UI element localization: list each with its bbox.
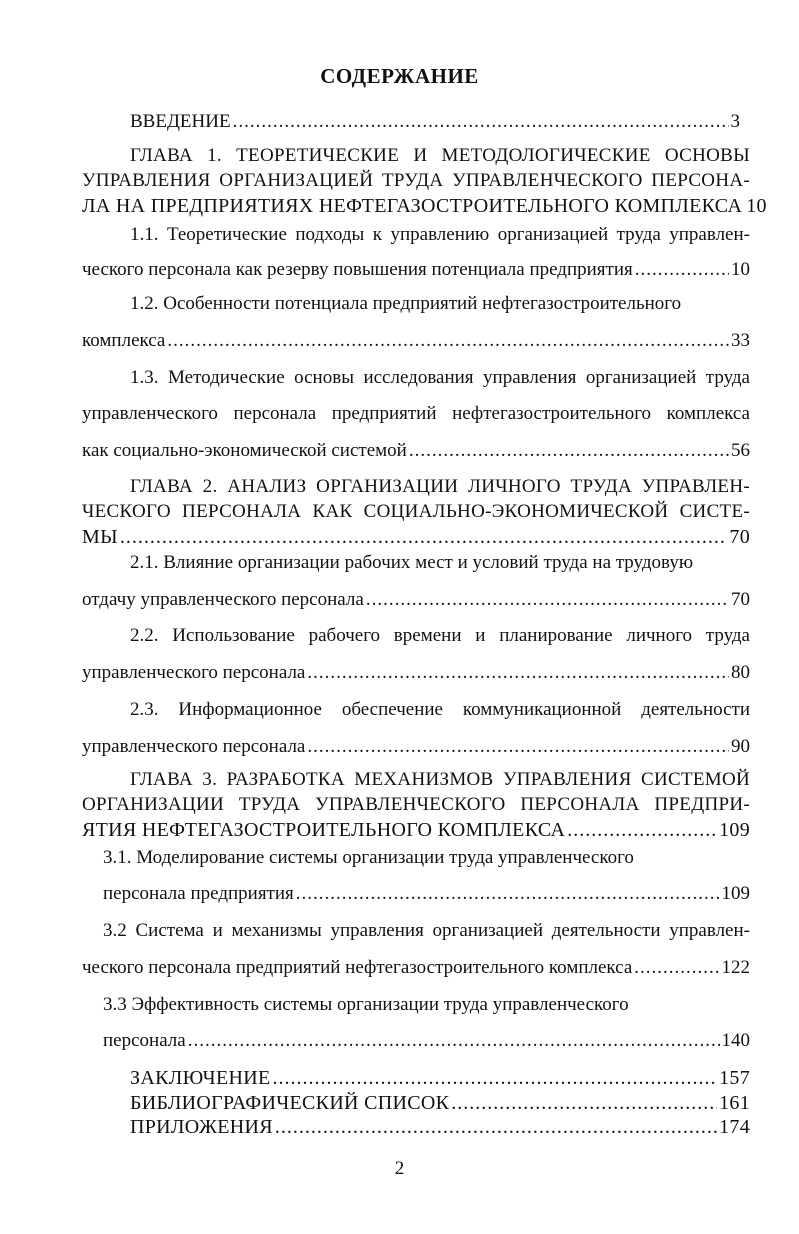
entry-label: 3.3 Эффективность системы организации труда управленческого: [103, 994, 629, 1015]
toc-entry-chapter-2: [82, 526, 750, 549]
section-1-1-line-1: 1.1. Теоретические подходы к управлению организацией труда управлен-: [130, 224, 750, 245]
toc-title: СОДЕРЖАНИЕ: [320, 64, 479, 88]
dot-leader: [635, 259, 729, 281]
entry-page: 157: [719, 1067, 750, 1089]
dot-leader: [451, 1092, 717, 1115]
section-3-3-line-1: [103, 994, 703, 1016]
page-number: 2: [394, 1158, 405, 1179]
entry-page: 109: [721, 883, 750, 904]
entry-label: БИБЛИОГРАФИЧЕСКИЙ СПИСОК: [130, 1092, 450, 1114]
section-1-3-line-1: 1.3. Методические основы исследования управления организацией труда: [130, 367, 750, 388]
dot-leader: [167, 330, 729, 352]
dot-leader: [275, 1116, 717, 1139]
entry-page: 3: [730, 111, 740, 132]
entry-label: ПРИЛОЖЕНИЯ: [130, 1116, 273, 1138]
entry-page: 33: [731, 330, 750, 351]
toc-entry-appendix: [130, 1116, 750, 1139]
dot-leader: [233, 111, 729, 133]
entry-page: 161: [719, 1092, 750, 1114]
entry-page: 70: [731, 589, 750, 610]
entry-label: управленческого персонала: [82, 662, 306, 683]
entry-label: управленческого персонала: [82, 736, 306, 757]
entry-label: персонала предприятия: [103, 883, 294, 904]
section-3-2-line-1: 3.2 Система и механизмы управления организацией деятельности управлен-: [103, 920, 750, 941]
toc-entry-section-3-3: [103, 1030, 750, 1052]
chapter-1-heading-line-1: ГЛАВА 1. ТЕОРЕТИЧЕСКИЕ И МЕТОДОЛОГИЧЕСКИЕ ОСНОВЫ: [130, 145, 750, 166]
dot-leader: [188, 1030, 720, 1052]
section-1-3-line-2: управленческого персонала предприятий нефтегазостроительного комплекса: [82, 403, 750, 424]
entry-page: 56: [731, 440, 750, 461]
entry-page: 70: [729, 526, 750, 548]
entry-label: ЗАКЛЮЧЕНИЕ: [130, 1067, 271, 1089]
toc-entry-section-2-1: [82, 589, 750, 611]
toc-entry-chapter-1: [82, 195, 767, 218]
chapter-2-heading-line-2: ЧЕСКОГО ПЕРСОНАЛА КАК СОЦИАЛЬНО-ЭКОНОМИЧЕСКОЙ СИСТЕ-: [82, 501, 750, 522]
entry-label: ческого персонала предприятий нефтегазостроительного комплекса: [82, 957, 633, 978]
entry-page: 10: [731, 259, 750, 280]
toc-entry-intro: [130, 111, 740, 133]
chapter-3-heading-line-1: ГЛАВА 3. РАЗРАБОТКА МЕХАНИЗМОВ УПРАВЛЕНИЯ СИСТЕМОЙ: [130, 769, 750, 790]
toc-entry-section-1-3: [82, 440, 750, 462]
entry-label: 3.1. Моделирование системы организации труда управленческого: [103, 847, 634, 868]
entry-page: 90: [731, 736, 750, 757]
dot-leader: [120, 526, 728, 549]
entry-label: персонала: [103, 1030, 186, 1051]
entry-page: 140: [721, 1030, 750, 1051]
entry-label: ВВЕДЕНИЕ: [130, 111, 231, 132]
entry-label: ЛА НА ПРЕДПРИЯТИЯХ НЕФТЕГАЗОСТРОИТЕЛЬНОГО КОМПЛЕКСА: [82, 195, 743, 217]
toc-entry-section-3-2: [82, 957, 750, 979]
entry-label: ческого персонала как резерву повышения потенциала предприятия: [82, 259, 633, 280]
dot-leader: [567, 819, 717, 842]
entry-page: 122: [721, 957, 750, 978]
entry-label: МЫ: [82, 526, 118, 548]
section-2-3-line-1: 2.3. Информационное обеспечение коммуникационной деятельности: [130, 699, 750, 720]
chapter-2-heading-line-1: ГЛАВА 2. АНАЛИЗ ОРГАНИЗАЦИИ ЛИЧНОГО ТРУДА УПРАВЛЕН-: [130, 476, 750, 497]
entry-label: комплекса: [82, 330, 166, 351]
toc-entry-conclusion: [130, 1067, 750, 1090]
entry-page: 80: [731, 662, 750, 683]
entry-page: 174: [719, 1116, 750, 1138]
section-3-1-line-1: [103, 847, 703, 869]
toc-entry-bibliography: [130, 1092, 750, 1115]
toc-entry-section-2-2: [82, 662, 750, 684]
dot-leader: [272, 1067, 717, 1090]
dot-leader: [409, 440, 729, 462]
entry-page: 109: [719, 819, 750, 841]
entry-label: отдачу управленческого персонала: [82, 589, 364, 610]
section-2-1-line-1: [130, 552, 750, 574]
chapter-1-heading-line-2: УПРАВЛЕНИЯ ОРГАНИЗАЦИЕЙ ТРУДА УПРАВЛЕНЧЕСКОГО ПЕРСОНА-: [82, 170, 750, 191]
toc-entry-section-1-2: [82, 330, 750, 352]
toc-entry-chapter-3: [82, 819, 750, 842]
dot-leader: [634, 957, 719, 979]
dot-leader: [366, 589, 729, 611]
entry-label: ЯТИЯ НЕФТЕГАЗОСТРОИТЕЛЬНОГО КОМПЛЕКСА: [82, 819, 566, 841]
section-1-2-line-1: [130, 293, 750, 315]
toc-entry-section-2-3: [82, 736, 750, 758]
dot-leader: [307, 662, 729, 684]
dot-leader: [307, 736, 729, 758]
entry-label: как социально-экономической системой: [82, 440, 407, 461]
entry-page: 10: [746, 195, 767, 217]
section-2-2-line-1: 2.2. Использование рабочего времени и планирование личного труда: [130, 625, 750, 646]
toc-entry-section-3-1: [103, 883, 750, 905]
entry-label: 2.1. Влияние организации рабочих мест и условий труда на трудовую: [130, 552, 694, 573]
entry-label: 1.2. Особенности потенциала предприятий нефтегазостроительного: [130, 293, 682, 314]
toc-entry-section-1-1: [82, 259, 750, 281]
dot-leader: [296, 883, 720, 905]
chapter-3-heading-line-2: ОРГАНИЗАЦИИ ТРУДА УПРАВЛЕНЧЕСКОГО ПЕРСОНАЛА ПРЕДПРИ-: [82, 794, 750, 815]
